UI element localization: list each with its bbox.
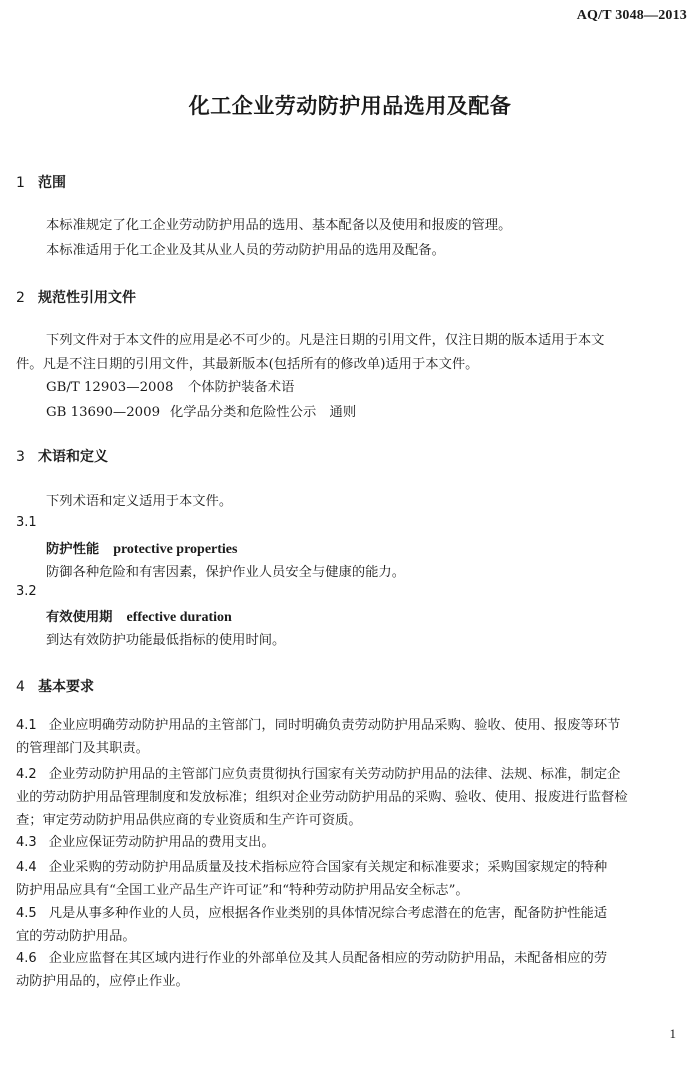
clause-text: 宜的劳动防护用品。 [16,929,136,944]
term-definition: 到达有效防护功能最低指标的使用时间。 [46,633,286,648]
clause-4-2 [16,763,686,832]
reference-item [46,401,356,420]
section-title: 范围 [38,175,66,191]
clause-text: 查；审定劳动防护用品供应商的专业资质和生产许可资质。 [16,813,362,828]
clause-text: 企业劳动防护用品的主管部门应负责贯彻执行国家有关劳动防护用品的法律、法规、标准，制定企 [48,767,621,782]
section-title: 规范性引用文件 [38,290,136,306]
section-1-heading [16,172,66,192]
paragraph: 本标准规定了化工企业劳动防护用品的选用、基本配备以及使用和报废的管理。 [46,218,512,233]
clause-text: 企业采购的劳动防护用品质量及技术指标应符合国家有关规定和标准要求；采购国家规定的特种 [48,860,608,875]
section-number: 3 [16,449,25,465]
clause-4-4 [16,856,686,902]
clause-text: 企业应明确劳动防护用品的主管部门，同时明确负责劳动防护用品采购、验收、使用、报废等环节 [48,718,621,733]
clause-text: 企业应监督在其区域内进行作业的外部单位及其人员配备相应的劳动防护用品，未配备相应的劳 [48,951,608,966]
clause-number: 4.3 [16,835,37,850]
reference-item [46,376,294,395]
paragraph: 下列文件对于本文件的应用是必不可少的。凡是注日期的引用文件，仅注日期的版本适用于本文 [46,333,605,348]
clause-text: 凡是从事多种作业的人员，应根据各作业类别的具体情况综合考虑潜在的危害，配备防护性能适 [48,906,608,921]
clause-4-3 [16,831,686,854]
reference-name: 个体防护装备术语 [188,380,295,395]
paragraph: 本标准适用于化工企业及其从业人员的劳动防护用品的选用及配备。 [46,243,445,258]
section-title: 基本要求 [38,679,94,695]
page-number: 1 [669,1026,676,1041]
reference-name: 化学品分类和危险性公示 通则 [170,405,357,420]
clause-4-1 [16,714,686,760]
clause-text: 的管理部门及其职责。 [16,741,149,756]
term-number: 3.2 [16,584,37,599]
clause-number: 4.1 [16,718,37,733]
section-2-heading [16,287,136,307]
clause-number: 4.4 [16,860,37,875]
paragraph: 下列术语和定义适用于本文件。 [46,494,233,509]
term-en: protective properties [113,542,238,557]
section-3-heading [16,446,108,466]
clause-number: 4.5 [16,906,37,921]
term-zh: 有效使用期 [46,610,113,625]
term-heading [46,538,237,558]
section-number: 1 [16,175,25,191]
term-en: effective duration [126,610,232,625]
standard-code: AQ/T 3048—2013 [576,8,687,23]
term-heading [46,606,232,626]
document-title: 化工企业劳动防护用品选用及配备 [188,94,512,118]
section-title: 术语和定义 [38,449,108,465]
term-zh: 防护性能 [46,542,100,557]
clause-number: 4.6 [16,951,37,966]
clause-4-6 [16,947,686,993]
reference-code: GB/T 12903—2008 [46,380,174,395]
section-number: 4 [16,679,25,695]
term-definition: 防御各种危险和有害因素，保护作业人员安全与健康的能力。 [46,565,406,580]
term-number: 3.1 [16,515,37,530]
clause-text: 动防护用品的，应停止作业。 [16,974,189,989]
section-number: 2 [16,290,25,306]
clause-number: 4.2 [16,767,37,782]
clause-text: 业的劳动防护用品管理制度和发放标准；组织对企业劳动防护用品的采购、验收、使用、报废进行监督检 [16,790,628,805]
paragraph: 件。凡是不注日期的引用文件，其最新版本(包括所有的修改单)适用于本文件。 [16,357,479,372]
clause-text: 防护用品应具有“全国工业产品生产许可证”和“特种劳动防护用品安全标志”。 [16,883,469,898]
reference-code: GB 13690—2009 [46,405,161,420]
section-4-heading [16,676,94,696]
clause-text: 企业应保证劳动防护用品的费用支出。 [48,835,275,850]
clause-4-5 [16,902,686,948]
